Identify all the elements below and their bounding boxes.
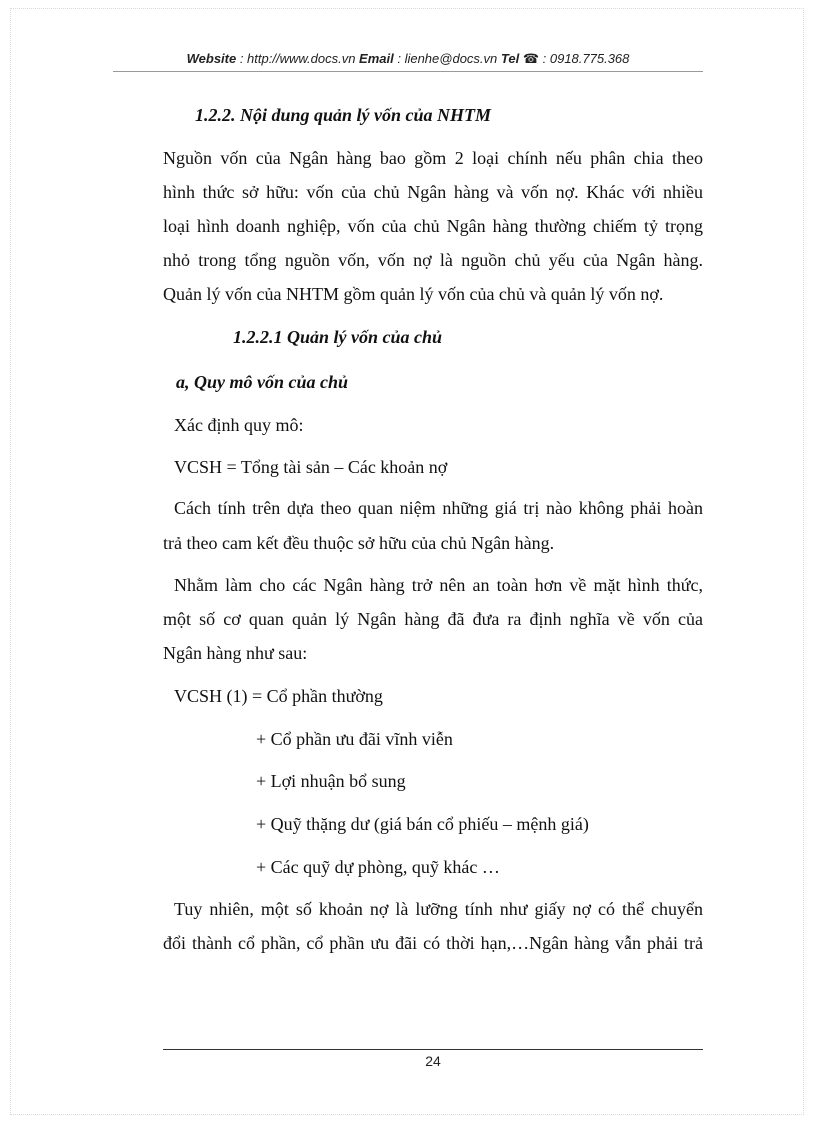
regulator-line: Nhằm làm cho các Ngân hàng trở nên an toàn hơn về mặt hình thức,	[174, 575, 703, 595]
formula2-item: + Các quỹ dự phòng, quỹ khác …	[256, 857, 500, 877]
formula2-item: + Lợi nhuận bổ sung	[256, 771, 406, 791]
define-label: Xác định quy mô:	[174, 415, 304, 435]
section-heading: 1.2.2. Nội dung quản lý vốn của NHTM	[195, 105, 492, 125]
regulator-line: Ngân hàng như sau:	[163, 643, 308, 663]
website-value: : http://www.docs.vn	[236, 51, 360, 66]
footer-rule	[163, 1049, 703, 1050]
header-rule	[113, 71, 703, 72]
method-line: trả theo cam kết đều thuộc sở hữu của chủ Ngân hàng.	[163, 533, 555, 553]
page-header	[113, 51, 703, 67]
subsubheading: a, Quy mô vốn của chủ	[176, 372, 349, 392]
formula2-item: + Quỹ thặng dư (giá bán cổ phiếu – mệnh giá)	[256, 814, 589, 834]
website-label: Website	[186, 51, 237, 66]
intro-line: loại hình doanh nghiệp, vốn của chủ Ngân hàng thường chiếm tỷ trọng	[163, 216, 703, 236]
phone-icon: ☎	[522, 51, 540, 66]
formula-vcsh: VCSH = Tổng tài sản – Các khoản nợ	[174, 457, 448, 477]
closing-line: đổi thành cổ phần, cổ phần ưu đãi có thời hạn,…Ngân hàng vẫn phải trả	[163, 933, 703, 953]
tel-value: : 0918.775.368	[539, 51, 630, 66]
regulator-line: một số cơ quan quản lý Ngân hàng đã đưa ra định nghĩa về vốn của	[163, 609, 703, 629]
tel-label: Tel	[500, 51, 520, 66]
intro-line: nhỏ trong tổng nguồn vốn, vốn nợ là nguồn chủ yếu của Ngân hàng.	[163, 250, 703, 270]
page-number: 24	[425, 1053, 441, 1069]
subheading: 1.2.2.1 Quản lý vốn của chủ	[233, 327, 443, 347]
email-label: Email	[359, 51, 394, 66]
intro-line: Quản lý vốn của NHTM gồm quản lý vốn của chủ và quản lý vốn nợ.	[163, 284, 664, 304]
email-value: : lienhe@docs.vn	[393, 51, 501, 66]
intro-line: hình thức sở hữu: vốn của chủ Ngân hàng và vốn nợ. Khác với nhiều	[163, 182, 703, 202]
closing-line: Tuy nhiên, một số khoản nợ là lưỡng tính như giấy nợ có thể chuyển	[174, 899, 703, 919]
formula2-item: + Cổ phần ưu đãi vĩnh viễn	[256, 729, 453, 749]
formula2-head: VCSH (1) = Cổ phần thường	[174, 686, 383, 706]
method-line: Cách tính trên dựa theo quan niệm những giá trị nào không phải hoàn	[174, 498, 703, 518]
intro-line: Nguồn vốn của Ngân hàng bao gồm 2 loại chính nếu phân chia theo	[163, 148, 703, 168]
